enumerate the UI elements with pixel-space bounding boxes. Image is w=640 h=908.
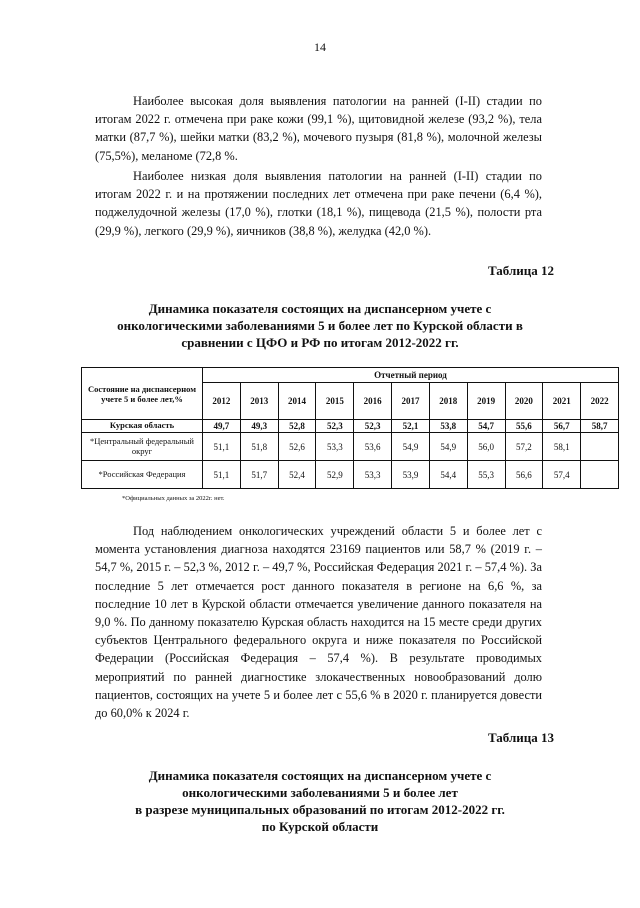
table-value-cell: 57,2: [505, 433, 543, 461]
table-year-cell: 2021: [543, 383, 581, 420]
table-value-cell: 51,1: [203, 433, 241, 461]
table-year-cell: 2022: [581, 383, 619, 420]
table-row: [82, 433, 619, 461]
table-value-cell: 51,1: [203, 461, 241, 489]
table-year-cell: 2016: [354, 383, 392, 420]
table-row: [82, 420, 619, 433]
table-13-title-line: Динамика показателя состоящих на диспансерном учете с: [148, 768, 492, 783]
table-value-cell: 52,3: [316, 420, 354, 433]
table-12: [81, 367, 619, 489]
table-value-cell: 49,7: [203, 420, 241, 433]
table-13-title-line: по Курской области: [261, 819, 379, 834]
table-value-cell: 58,7: [581, 420, 619, 433]
table-year-cell: 2012: [203, 383, 241, 420]
table-13-title-line: в разрезе муниципальных образований по итогам 2012-2022 гг.: [135, 802, 505, 817]
table-value-cell: 54,4: [429, 461, 467, 489]
table-value-cell: [581, 461, 619, 489]
table-value-cell: 53,3: [354, 461, 392, 489]
table-year-cell: 2017: [392, 383, 430, 420]
table-year-cell: 2020: [505, 383, 543, 420]
table-year-cell: 2015: [316, 383, 354, 420]
table-header-left: Состояние на диспансерном учете 5 и более лет,%: [82, 368, 203, 420]
table-value-cell: 53,6: [354, 433, 392, 461]
table-value-cell: [581, 433, 619, 461]
table-value-cell: 57,4: [543, 461, 581, 489]
paragraph-early-stage-low: Наиболее низкая доля выявления патологии на ранней (I-II) стадии по итогам 2022 г. и на протяжении последних лет отмечена при раке печени (6,4 %), поджелудочной железы (17,0 %), глотки (18,1 %), пищевода (21,5 %), полости рта (29,9 %), легкого (29,9 %), яичников (38,8 %), желудка (42,0 %).: [95, 169, 542, 238]
page-number: 14: [314, 40, 326, 54]
paragraph-five-year-stats: Под наблюдением онкологических учреждений области 5 и более лет с момента установления диагноза находятся 23169 пациентов или 58,7 % (2019 г. – 54,7 %, 2015 г. – 52,3 %, 2012 г. – 49,7 %, Российская Федерация 2021 г. – 57,4 %). За последние 5 лет отмечается рост данного показателя в регионе на 6,6 %, за последние 10 лет в Курской области отмечается увеличение данного показателя на 9,0 %. По данному показателю Курская область находится на 15 месте среди других субъектов Центрального федерального округа и ниже показателя по Российской Федерации (Российская Федерация – 57,4 %). В результате проводимых мероприятий по ранней диагностике злокачественных новообразований долю пациентов, состоящих на учете 5 и более лет с 55,6 % в 2020 г. планируется довести до 60,0% к 2024 г.: [95, 524, 542, 721]
paragraph-early-stage-high: Наиболее высокая доля выявления патологии на ранней (I-II) стадии по итогам 2022 г. отмечена при раке кожи (99,1 %), щитовидной железе (93,2 %), тела матки (87,7 %), шейки матки (83,2 %), мочевого пузыря (81,8 %), молочной железы (75,5%), меланоме (72,8 %.: [95, 94, 542, 163]
table-value-cell: 51,7: [240, 461, 278, 489]
table-value-cell: 51,8: [240, 433, 278, 461]
table-region-cell: Курская область: [82, 420, 203, 433]
table-year-cell: 2013: [240, 383, 278, 420]
table-value-cell: 52,4: [278, 461, 316, 489]
table-value-cell: 58,1: [543, 433, 581, 461]
table-region-cell: *Российская Федерация: [82, 461, 203, 489]
table-year-cell: 2019: [467, 383, 505, 420]
table-row: [82, 461, 619, 489]
table-header-period: Отчетный период: [203, 368, 619, 383]
table-13-title: [95, 767, 545, 835]
table-value-cell: 52,9: [316, 461, 354, 489]
table-value-cell: 55,3: [467, 461, 505, 489]
table-value-cell: 53,8: [429, 420, 467, 433]
table-12-title: Динамика показателя состоящих на диспансерном учете с онкологическими заболеваниями 5 и более лет по Курской области в сравнении с ЦФО и РФ по итогам 2012-2022 гг.: [117, 301, 523, 350]
table-value-cell: 55,6: [505, 420, 543, 433]
table-value-cell: 53,3: [316, 433, 354, 461]
table-value-cell: 56,0: [467, 433, 505, 461]
table-value-cell: 56,7: [543, 420, 581, 433]
table-12-label: Таблица 12: [487, 263, 554, 278]
table-value-cell: 54,9: [429, 433, 467, 461]
table-year-cell: 2014: [278, 383, 316, 420]
table-value-cell: 56,6: [505, 461, 543, 489]
table-value-cell: 53,9: [392, 461, 430, 489]
table-region-cell: *Центральный федеральный округ: [82, 433, 203, 461]
table-value-cell: 52,8: [278, 420, 316, 433]
table-value-cell: 52,6: [278, 433, 316, 461]
table-12-footnote: *Официальных данных за 2022г. нет.: [122, 495, 225, 502]
table-13-title-line: онкологическими заболеваниями 5 и более лет: [182, 785, 458, 800]
table-13-label: Таблица 13: [487, 730, 554, 745]
table-value-cell: 52,3: [354, 420, 392, 433]
table-value-cell: 49,3: [240, 420, 278, 433]
table-value-cell: 54,9: [392, 433, 430, 461]
table-value-cell: 54,7: [467, 420, 505, 433]
table-year-cell: 2018: [429, 383, 467, 420]
table-value-cell: 52,1: [392, 420, 430, 433]
